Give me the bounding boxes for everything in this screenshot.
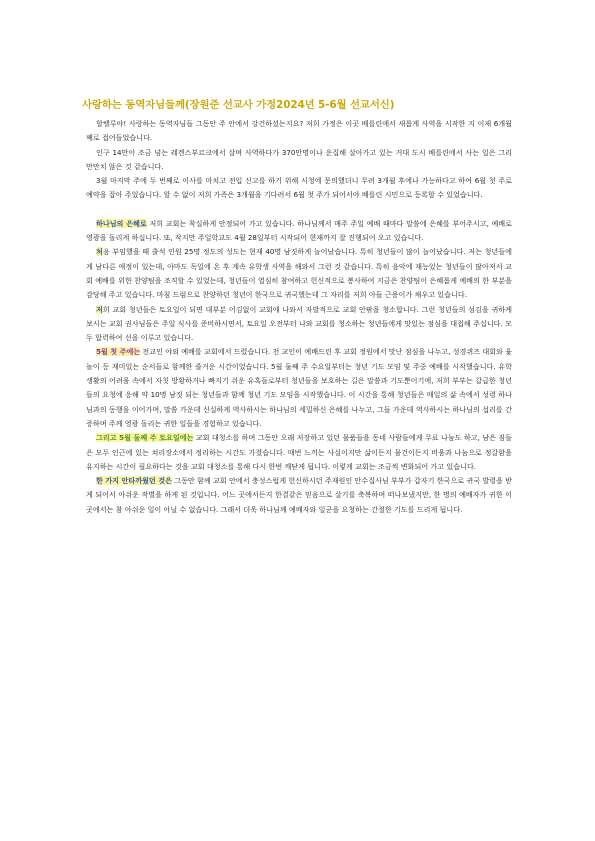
highlight-may-second-saturday: 그리고 5월 둘째 주 토요일에는 xyxy=(96,433,194,443)
highlight-may-first-week: 5월 첫 주에는 xyxy=(96,347,141,357)
paragraph-farewell xyxy=(86,474,512,517)
letter-title: 사랑하는 동역자님들께(장원준 선교사 가정2024년 5-6월 선교서신) xyxy=(82,99,395,111)
paragraph-farewell-text: 그동안 함께 교회 안에서 충성스럽게 헌신하시던 주재원인 안수집사님 부부가 갑자기 한국으로 귀국 발령을 받게 되어서 아쉬운 작별을 하게 된 것입니다. 어느 곳에서든지 한결같은 믿음으로 살기를 축복하며 떠나보냈지만, 한 명의 예배자가 귀한 이곳에서는 참 아쉬운 일이 아닐 수 없습니다. 그래서 더욱 하나님께 예배자와 일군을 요청하는 간절한 기도를 드리게 됩니다. xyxy=(86,476,513,514)
paragraph-may-second-saturday-text: 교회 대청소를 하며 그동안 오래 저장하고 있던 물품들을 동네 사람들에게 무료 나눔도 하고, 남은 짐들은 모두 인근에 있는 쳐리장소에서 정리하는 시간도 가졌습니다. 매번 느끼는 사실이지만 삶이든지 물건이든지 비움과 나눔으로 정갈함을 유지하는 시간이 필요하다는 것을 교회 대청소를 통해 다시 한번 깨닫게 됩니다. 이렇게 교회는 조금씩 변화되어 가고 있습니다. xyxy=(86,433,513,471)
paragraph-may-second-saturday xyxy=(86,431,512,474)
paragraph-youth-cleaning xyxy=(86,303,512,346)
paragraph-church-grace xyxy=(86,217,512,246)
highlight-first-char-2: 저 xyxy=(96,304,103,314)
paragraph-gap xyxy=(86,203,512,217)
highlight-grace: 하나님의 은혜로 xyxy=(96,218,147,228)
paragraph-greeting: 할렐루야! 사랑하는 동역자님들 그동안 주 안에서 강건하셨는지요? 저희 가정은 이곳 베를린에서 새롭게 사역을 시작한 지 이제 6개월째로 접어들었습니다. xyxy=(86,119,512,143)
paragraph-growth xyxy=(86,245,512,302)
paragraph-growth-text: 음 부임했을 때 출석 인원 25명 정도의 성도는 현재 40명 남짓하게 늘어났습니다. 특히 청년들이 많이 늘어났습니다. 저는 청년들에게 남다른 애정이 있는데, 아마도 독일에 온 후 계속 유학생 사역을 해와서 그런 것 같습니다. 특히 음악에 재능있는 청년들이 많아져서 교회 예배를 위한 찬양팀을 조직할 수 있었는데, 청년들이 열심히 참여하고 헌신적으로 봉사하여 지금은 찬양팀이 은혜롭게 예배의 한 부분을 감당해 주고 있습니다. 마침 드럼으로 찬양하던 청년이 한국으로 귀국했는데 그 자리를 저희 아들 근용이가 채우고 있습니다. xyxy=(86,247,512,300)
paragraph-berlin-city: 인구 14만이 조금 넘는 레겐스부르크에서 살며 사역하다가 370만명이나 운집해 살아가고 있는 거대 도시 베를린에서 사는 일은 그리 만만치 않은 것 같습니다. xyxy=(86,147,512,171)
paragraph-may-first-week xyxy=(86,345,512,431)
paragraph-youth-cleaning-text: 희 교회 청년들은 토요일이 되면 대부분 어김없이 교회에 나와서 자발적으로 교회 안팎을 청소합니다. 그런 청년들의 섬김을 귀하게 보시는 교회 권사님들은 주일 식사를 준비하시면서, 토요일 오전부터 나와 교회를 청소하는 청년들에게 맛있는 점심을 대접해 주십니다. 모두 합력하여 선을 이루고 있습니다. xyxy=(86,304,512,343)
highlight-first-char: 처 xyxy=(96,247,103,257)
paragraph-church-grace-text: 저희 교회는 착실하게 안정되어 가고 있습니다. 하나님께서 매주 주일 예배 때마다 말씀에 은혜를 부어주시고, 예배로 영광을 돌리게 하십니다. 또, 작지만 주일학교도 4월 28일부터 시작되어 현재까지 잘 진행되어 오고 있습니다. xyxy=(86,218,512,243)
letter-page xyxy=(82,96,513,517)
paragraph-may-first-week-text: 전교인 야외 예배를 교회에서 드렸습니다. 전 교인이 예배드린 후 교회 정원에서 맛난 점심을 나누고, 성경퀴즈 대회와 윷놀이 등 재미있는 순서들로 함께한 즐거운 시간이었습니다. 5월 둘째 주 수요일부터는 청년 기도 모임 및 주중 예배를 시작했습니다. 유학생활의 어려움 속에서 자칫 방황하거나 빠지기 쉬운 유혹들로부터 청년들을 보호하는 길은 말씀과 기도뿐이기에, 저희 부부는 갈급한 청년들의 요청에 응해 약 10명 남짓 되는 청년들과 함께 청년 기도 모임을 시작했습니다. 이 시간을 통해 청년들은 매일의 삶 속에서 성령 하나님과의 동행을 이어가며, 말씀 가운데 신실하게 역사하시는 하나님의 세밀하신 은혜를 나누고, 그들 가운데 역사하시는 하나님의 섭리를 간증하며 주께 영광 돌리는 귀한 일들을 경험하고 있습니다. xyxy=(86,347,513,428)
highlight-regret: 한 가지 안타까웠던 것은 xyxy=(96,476,172,486)
paragraph-registration: 3월 마지막 주에 두 번째로 이사를 마치고 전입 신고를 하기 위해 시청에 문의했더니 무려 3개월 후에나 가능하다고 하여 6월 첫 주로 예약을 잡아 주었습니다. 할 수 없이 저희 가족은 3개월을 기다려서 6월 첫 주가 되어서야 베를린 시민으로 등록할 수 있었습니다. xyxy=(86,176,512,200)
